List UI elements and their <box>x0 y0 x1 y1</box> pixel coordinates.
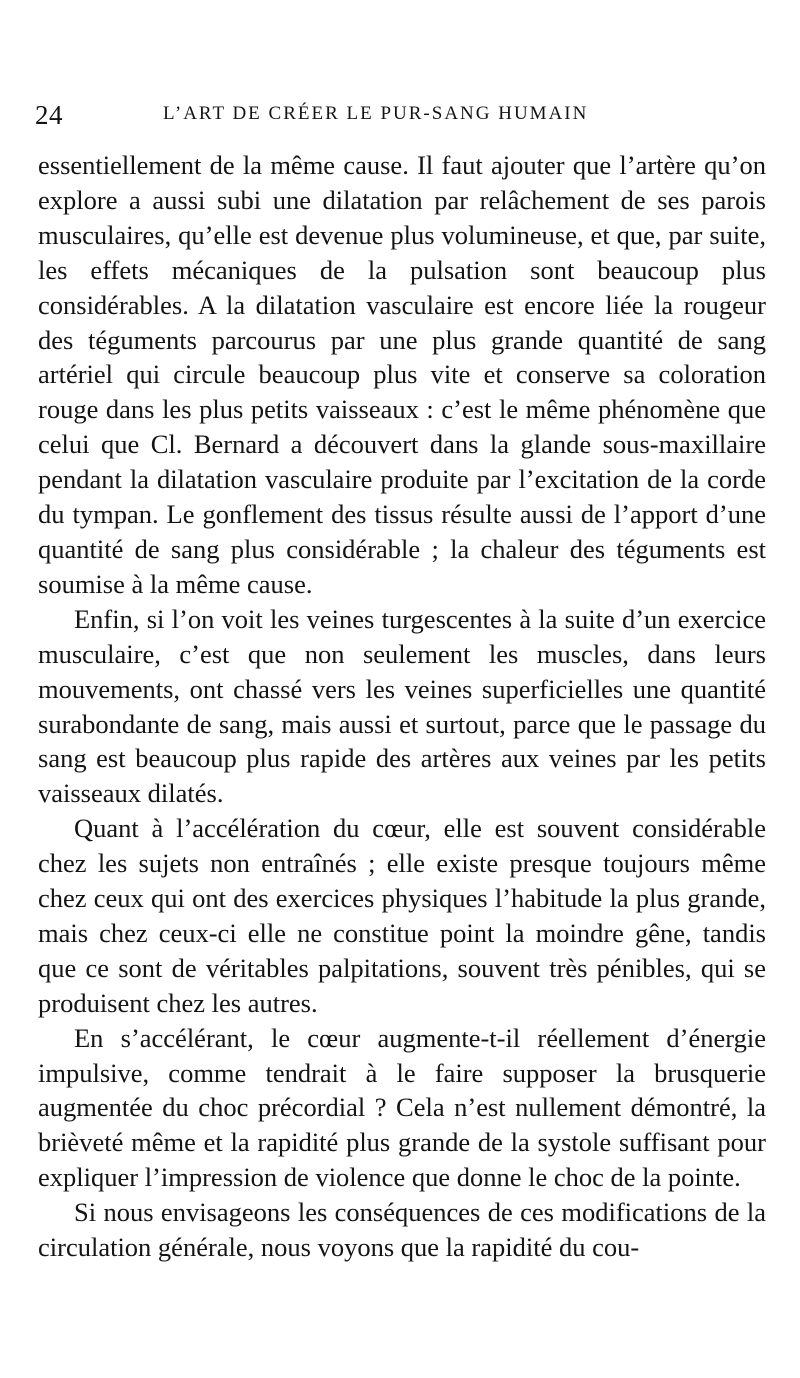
paragraph-heart-energy: En s’accélérant, le cœur augmente-t-il réellement d’énergie impulsive, comme tendrait à le faire supposer la brusquerie augmentée du choc précordial ? Cela n’est nullement démontré, la brièveté même et la rapidité plus grande de la systole suffisant pour expliquer l’impression de violence que donne le choc de la pointe. <box>38 1022 766 1193</box>
running-title: L’ART DE CRÉER LE PUR-SANG HUMAIN <box>163 103 589 124</box>
paragraph-general-circulation: Si nous envisageons les conséquences de ces modifications de la circulation générale, nous voyons que la rapidité du cou- <box>38 1197 766 1263</box>
paragraph-veins: Enfin, si l’on voit les veines turgescentes à la suite d’un exercice musculaire, c’est que non seulement les muscles, dans leurs mouvements, ont chassé vers les veines superficielles une quantité surabondante de sang, mais aussi et surtout, parce que le passage du sang est beaucoup plus rapide des artères aux veines par les petits vaisseaux dilatés. <box>38 603 766 809</box>
page-body <box>38 148 766 1265</box>
paragraph-continuation: essentiellement de la même cause. Il faut ajouter que l’artère qu’on explore a aussi subi une dilatation par relâchement de ses parois musculaires, qu’elle est devenue plus volumineuse, et que, par suite, les effets mécaniques de la pulsation sont beaucoup plus considérables. A la dilatation vasculaire est encore liée la rougeur des téguments parcourus par une plus grande quantité de sang artériel qui circule beaucoup plus vite et conserve sa coloration rouge dans les plus petits vaisseaux : c’est le même phénomène que celui que Cl. Bernard a découvert dans la glande sous-maxillaire pendant la dilatation vasculaire produite par l’excitation de la corde du tympan. Le gonflement des tissus résulte aussi de l’apport d’une quantité de sang plus considérable ; la chaleur des téguments est soumise à la même cause. <box>38 150 766 599</box>
page-header <box>35 98 775 138</box>
page-number: 24 <box>35 100 63 130</box>
paragraph-heart-acceleration: Quant à l’accélération du cœur, elle est souvent considérable chez les sujets non entraînés ; elle existe presque toujours même chez ceux qui ont des exercices physiques l’habitude la plus grande, mais chez ceux-ci elle ne constitue point la moindre gêne, tandis que ce sont de véritables palpitations, souvent très pénibles, qui se produisent chez les autres. <box>38 813 766 1018</box>
